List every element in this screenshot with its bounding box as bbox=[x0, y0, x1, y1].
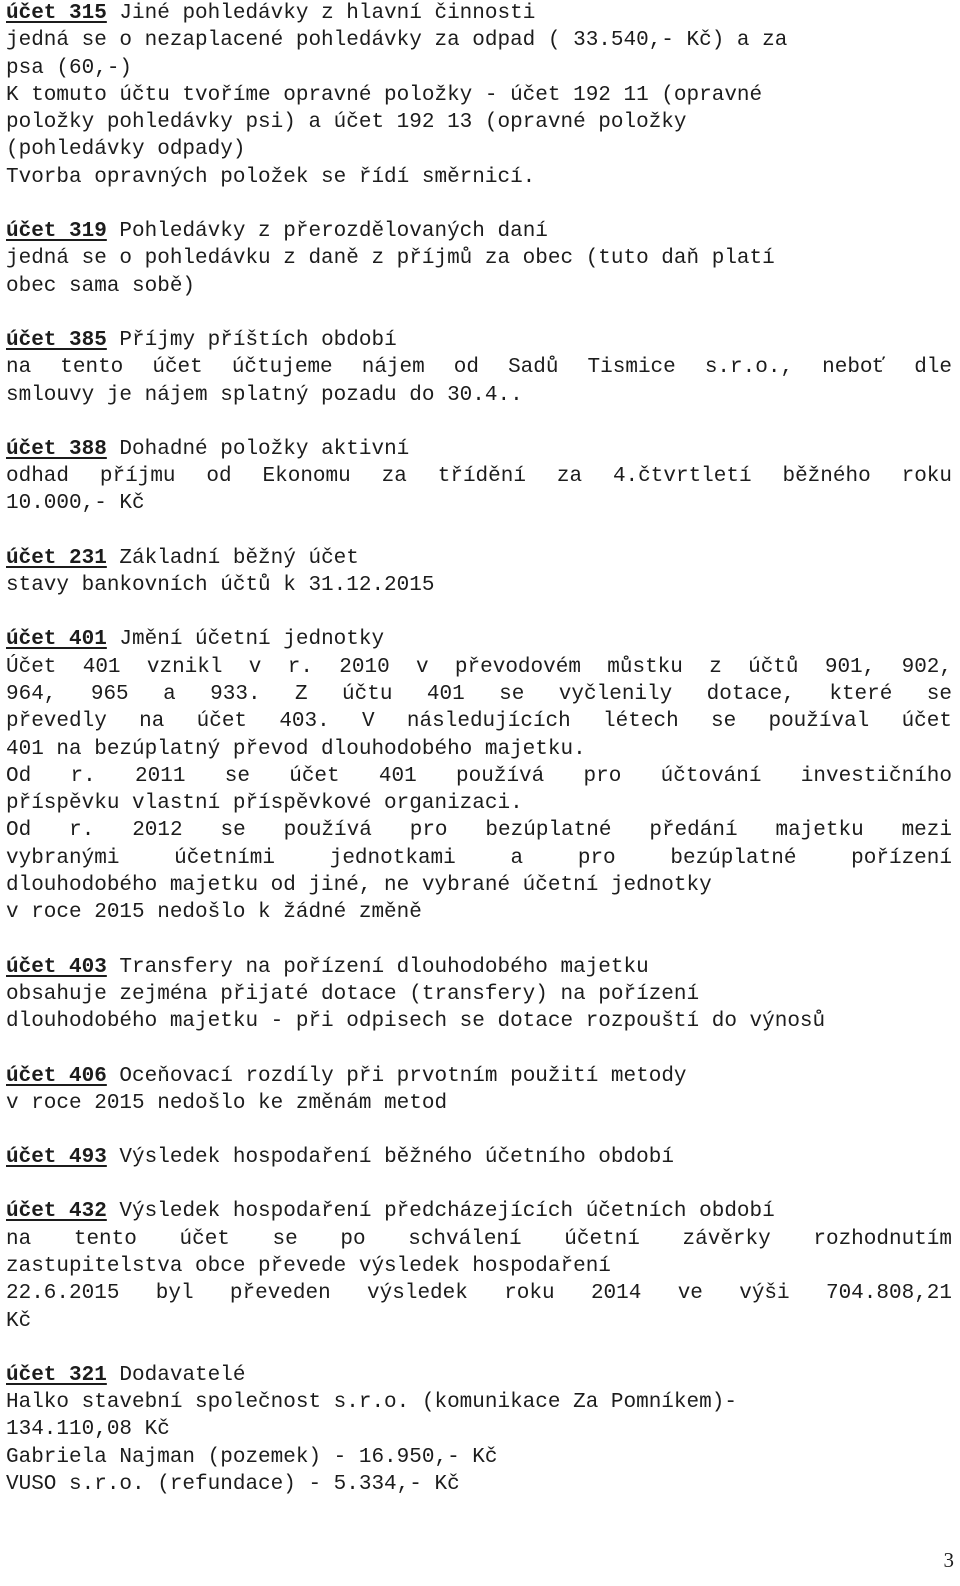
section-heading bbox=[6, 436, 952, 463]
body-line: Od r. 2011 se účet 401 používá pro účtování investičního bbox=[6, 764, 952, 788]
account-section bbox=[6, 0, 952, 191]
body-line: 10.000,- Kč bbox=[6, 492, 145, 516]
body-line: převedly na účet 403. V následujících létech se používal účet bbox=[6, 710, 952, 734]
section-heading bbox=[6, 545, 952, 572]
account-section bbox=[6, 545, 952, 600]
account-number: účet 319 bbox=[6, 220, 107, 244]
account-number: účet 321 bbox=[6, 1363, 107, 1387]
account-section bbox=[6, 954, 952, 1036]
body-line: Halko stavební společnost s.r.o. (komunikace Za Pomníkem)- bbox=[6, 1391, 737, 1415]
account-section bbox=[6, 436, 952, 518]
body-line: 134.110,08 Kč bbox=[6, 1418, 170, 1442]
account-title: Výsledek hospodaření běžného účetního období bbox=[106, 1146, 674, 1170]
account-section bbox=[6, 1063, 952, 1118]
body-line: dlouhodobého majetku - při odpisech se dotace rozpouští do výnosů bbox=[6, 1010, 826, 1034]
body-line: smlouvy je nájem splatný pozadu do 30.4.. bbox=[6, 383, 523, 407]
body-line: zastupitelstva obce převede výsledek hospodaření bbox=[6, 1254, 611, 1278]
account-number: účet 401 bbox=[6, 628, 107, 652]
account-number: účet 231 bbox=[6, 546, 107, 570]
account-title: Dohadné položky aktivní bbox=[106, 437, 410, 461]
page-number: 3 bbox=[943, 1548, 954, 1572]
body-line: příspěvku vlastní příspěvkové organizaci. bbox=[6, 792, 523, 816]
section-heading bbox=[6, 1063, 952, 1090]
account-number: účet 493 bbox=[6, 1146, 107, 1170]
account-title: Jmění účetní jednotky bbox=[106, 628, 385, 652]
body-line: 964, 965 a 933. Z účtu 401 se vyčlenily dotace, které se bbox=[6, 682, 952, 706]
account-section bbox=[6, 626, 952, 926]
body-line: psa (60,-) bbox=[6, 56, 133, 80]
section-heading bbox=[6, 0, 952, 27]
body-line: vybranými účetními jednotkami a pro bezúplatné pořízení bbox=[6, 846, 952, 870]
account-number: účet 432 bbox=[6, 1200, 107, 1224]
account-section bbox=[6, 218, 952, 300]
account-title: Výsledek hospodaření předcházejících účetních období bbox=[106, 1200, 775, 1224]
account-title: Základní běžný účet bbox=[106, 546, 359, 570]
account-number: účet 385 bbox=[6, 328, 107, 352]
account-title: Transfery na pořízení dlouhodobého majetku bbox=[106, 955, 649, 979]
account-title: Oceňovací rozdíly při prvotním použití metody bbox=[106, 1064, 687, 1088]
body-line: v roce 2015 nedošlo k žádné změně bbox=[6, 901, 422, 925]
account-title: Jiné pohledávky z hlavní činnosti bbox=[106, 2, 536, 25]
section-heading bbox=[6, 218, 952, 245]
account-section bbox=[6, 1198, 952, 1334]
section-heading bbox=[6, 954, 952, 981]
section-heading bbox=[6, 327, 952, 354]
section-heading bbox=[6, 1362, 952, 1389]
account-section bbox=[6, 327, 952, 409]
section-heading bbox=[6, 1144, 952, 1171]
body-line: položky pohledávky psi) a účet 192 13 (opravné položky bbox=[6, 111, 687, 135]
section-heading bbox=[6, 626, 952, 653]
account-number: účet 403 bbox=[6, 955, 107, 979]
body-line: jedná se o pohledávku z daně z příjmů za obec (tuto daň platí bbox=[6, 247, 775, 271]
document-page bbox=[6, 0, 952, 1525]
body-line: Gabriela Najman (pozemek) - 16.950,- Kč bbox=[6, 1445, 498, 1469]
body-line: Tvorba opravných položek se řídí směrnicí. bbox=[6, 165, 536, 189]
body-line: jedná se o nezaplacené pohledávky za odpad ( 33.540,- Kč) a za bbox=[6, 29, 788, 53]
body-line: K tomuto účtu tvoříme opravné položky - účet 192 11 (opravné bbox=[6, 83, 763, 107]
body-line: stavy bankovních účtů k 31.12.2015 bbox=[6, 574, 435, 598]
body-line: v roce 2015 nedošlo ke změnám metod bbox=[6, 1091, 448, 1115]
body-line: Od r. 2012 se používá pro bezúplatné předání majetku mezi bbox=[6, 819, 952, 843]
section-heading bbox=[6, 1198, 952, 1225]
body-line: VUSO s.r.o. (refundace) - 5.334,- Kč bbox=[6, 1473, 460, 1497]
account-title: Pohledávky z přerozdělovaných daní bbox=[106, 220, 548, 244]
body-line: na tento účet účtujeme nájem od Sadů Tismice s.r.o., neboť dle bbox=[6, 356, 952, 380]
body-line: (pohledávky odpady) bbox=[6, 138, 246, 162]
body-line: 401 na bezúplatný převod dlouhodobého majetku. bbox=[6, 737, 586, 761]
account-section bbox=[6, 1144, 952, 1171]
account-title: Dodavatelé bbox=[106, 1363, 246, 1387]
account-title: Příjmy příštích období bbox=[106, 328, 397, 352]
body-line: Kč bbox=[6, 1309, 32, 1333]
account-number: účet 315 bbox=[6, 2, 107, 25]
body-line: obec sama sobě) bbox=[6, 274, 196, 298]
body-line: obsahuje zejména přijaté dotace (transfery) na pořízení bbox=[6, 982, 700, 1006]
body-line: Účet 401 vznikl v r. 2010 v převodovém můstku z účtů 901, 902, bbox=[6, 655, 952, 679]
body-line: 22.6.2015 byl převeden výsledek roku 2014 ve výši 704.808,21 bbox=[6, 1282, 952, 1306]
account-section bbox=[6, 1362, 952, 1498]
body-line: odhad příjmu od Ekonomu za třídění za 4.čtvrtletí běžného roku bbox=[6, 465, 952, 489]
body-line: na tento účet se po schválení účetní závěrky rozhodnutím bbox=[6, 1227, 952, 1251]
account-number: účet 406 bbox=[6, 1064, 107, 1088]
account-number: účet 388 bbox=[6, 437, 107, 461]
body-line: dlouhodobého majetku od jiné, ne vybrané účetní jednotky bbox=[6, 874, 712, 898]
